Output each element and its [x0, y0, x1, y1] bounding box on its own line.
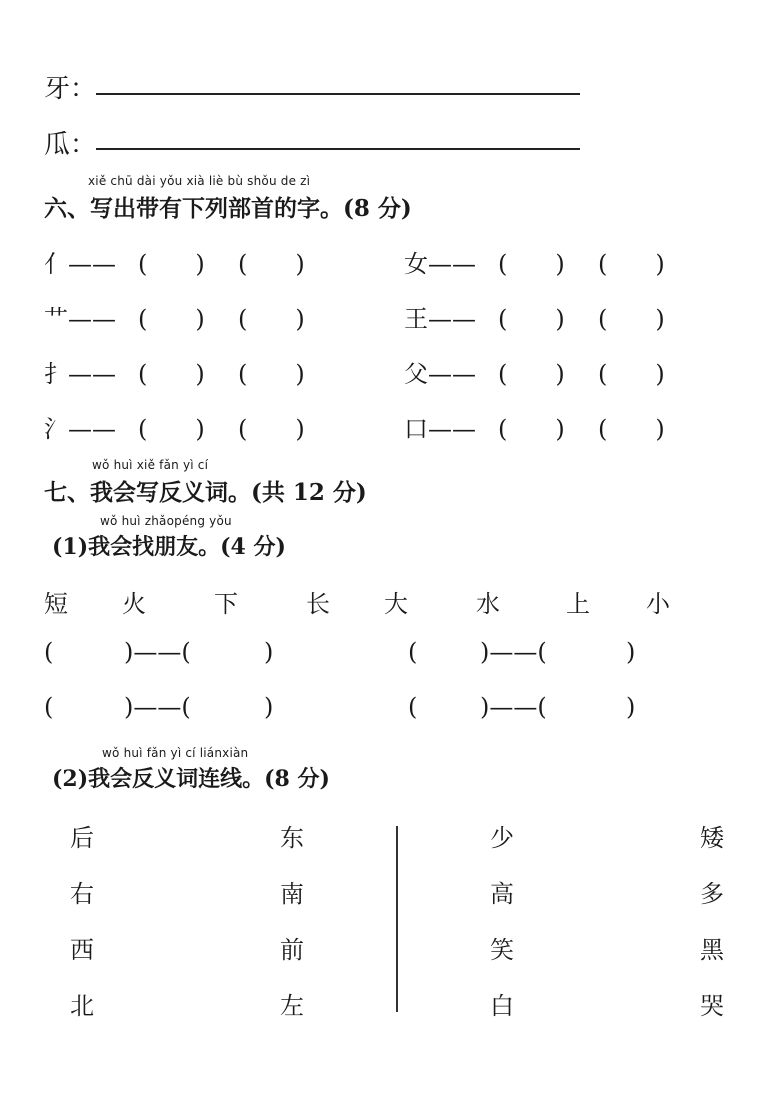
write-line-label-gua: 瓜： — [44, 130, 97, 160]
radical-row — [404, 299, 698, 334]
match-col-3-item[interactable]: 笑 — [490, 936, 514, 964]
word: 长 — [306, 590, 330, 618]
match-col-2-item[interactable]: 东 — [280, 824, 304, 852]
match-col-3-item[interactable]: 少 — [490, 824, 514, 852]
match-col-3-item[interactable]: 白 — [490, 992, 514, 1020]
match-col-4-item[interactable]: 多 — [700, 880, 724, 908]
radical-row — [44, 299, 338, 334]
match-col-2-item[interactable]: 南 — [280, 880, 304, 908]
pair-row[interactable]: ( )——( ) — [408, 693, 636, 721]
answer-blank[interactable]: ( ) — [238, 415, 305, 443]
write-line-gua[interactable] — [96, 148, 580, 150]
section6-title: 六、写出带有下列部首的字。(8 分) — [44, 195, 412, 222]
radical: 王 — [404, 305, 428, 333]
radical: 女 — [404, 250, 428, 278]
match-col-2-item[interactable]: 左 — [280, 992, 304, 1020]
answer-blank[interactable]: ( ) — [138, 305, 205, 333]
match-col-4-item[interactable]: 矮 — [700, 824, 724, 852]
write-line-ya[interactable] — [96, 93, 580, 95]
radical: 扌 — [44, 360, 68, 388]
match-col-1-item[interactable]: 右 — [70, 880, 94, 908]
radical-row — [404, 244, 698, 279]
word-bank — [44, 584, 676, 619]
radical: 氵 — [44, 415, 68, 443]
match-col-4-item[interactable]: 哭 — [700, 992, 724, 1020]
answer-blank[interactable]: ( ) — [598, 305, 665, 333]
part2-pinyin: wǒ huì fǎn yì cí liánxiàn — [102, 746, 249, 760]
pair-row[interactable]: ( )——( ) — [44, 693, 274, 721]
word: 大 — [384, 590, 408, 618]
dash: —— — [68, 360, 116, 388]
radical-row — [404, 354, 698, 389]
section7-title: 七、我会写反义词。(共 12 分) — [44, 479, 367, 506]
answer-blank[interactable]: ( ) — [138, 250, 205, 278]
part2-title: (2)我会反义词连线。(8 分) — [52, 766, 330, 792]
answer-blank[interactable]: ( ) — [598, 250, 665, 278]
radical: 父 — [404, 360, 428, 388]
answer-blank[interactable]: ( ) — [598, 415, 665, 443]
match-col-1-item[interactable]: 北 — [70, 992, 94, 1020]
radical: 艹 — [44, 305, 68, 333]
radical-row — [44, 409, 338, 444]
radical-row — [44, 244, 338, 279]
match-col-4-item[interactable]: 黑 — [700, 936, 724, 964]
column-divider — [396, 826, 398, 1012]
dash: —— — [428, 415, 476, 443]
part1-title: (1)我会找朋友。(4 分) — [52, 534, 286, 560]
part1-pinyin: wǒ huì zhǎopéng yǒu — [100, 514, 232, 528]
word: 小 — [646, 590, 670, 618]
word: 短 — [44, 590, 68, 618]
answer-blank[interactable]: ( ) — [138, 360, 205, 388]
match-col-3-item[interactable]: 高 — [490, 880, 514, 908]
answer-blank[interactable]: ( ) — [498, 250, 565, 278]
radical: 亻 — [44, 250, 68, 278]
answer-blank[interactable]: ( ) — [498, 415, 565, 443]
word: 下 — [214, 590, 238, 618]
answer-blank[interactable]: ( ) — [498, 305, 565, 333]
radical-row — [404, 409, 698, 444]
radical: 口 — [404, 415, 428, 443]
dash: —— — [68, 305, 116, 333]
word: 上 — [566, 590, 590, 618]
dash: —— — [428, 250, 476, 278]
dash: —— — [428, 305, 476, 333]
answer-blank[interactable]: ( ) — [138, 415, 205, 443]
section6-pinyin: xiě chū dài yǒu xià liè bù shǒu de zì — [88, 174, 311, 188]
dash: —— — [68, 415, 116, 443]
match-col-1-item[interactable]: 西 — [70, 936, 94, 964]
match-col-1-item[interactable]: 后 — [70, 824, 94, 852]
word: 火 — [122, 590, 146, 618]
answer-blank[interactable]: ( ) — [498, 360, 565, 388]
answer-blank[interactable]: ( ) — [238, 250, 305, 278]
dash: —— — [68, 250, 116, 278]
answer-blank[interactable]: ( ) — [238, 305, 305, 333]
match-col-2-item[interactable]: 前 — [280, 936, 304, 964]
write-line-label-ya: 牙： — [44, 74, 97, 104]
dash: —— — [428, 360, 476, 388]
pair-row[interactable]: ( )——( ) — [44, 638, 274, 666]
answer-blank[interactable]: ( ) — [598, 360, 665, 388]
radical-row — [44, 354, 338, 389]
answer-blank[interactable]: ( ) — [238, 360, 305, 388]
word: 水 — [476, 590, 500, 618]
section7-pinyin: wǒ huì xiě fǎn yì cí — [92, 458, 209, 472]
pair-row[interactable]: ( )——( ) — [408, 638, 636, 666]
